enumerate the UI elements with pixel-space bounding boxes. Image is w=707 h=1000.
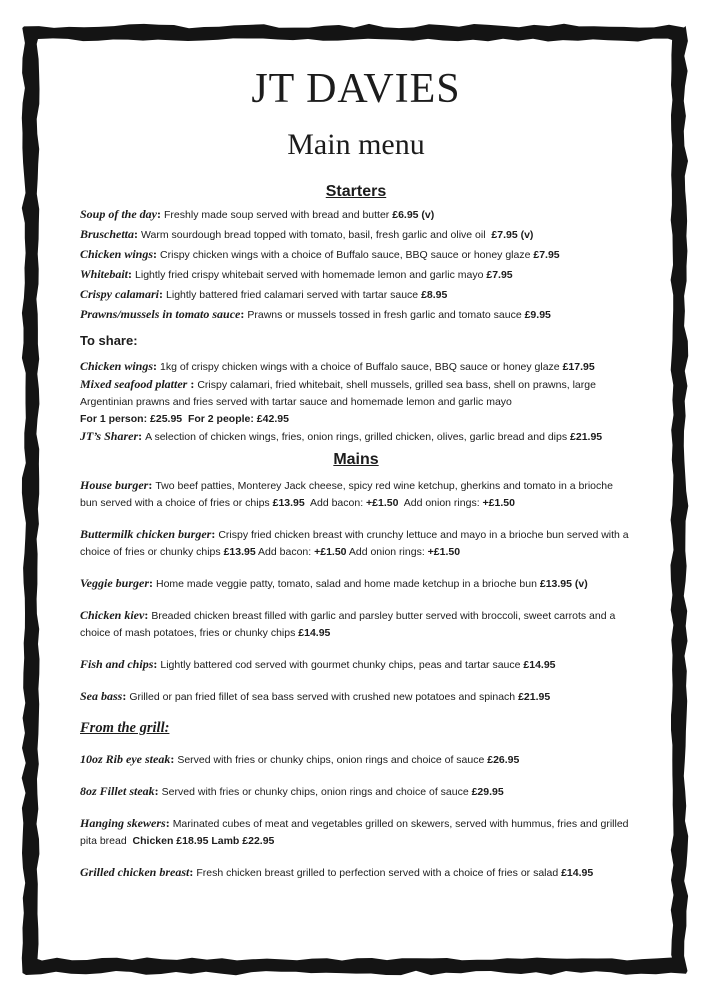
item-desc-text: Add onion rings: xyxy=(346,546,428,559)
item-price-text: £8.95 xyxy=(421,289,448,302)
item-price-text: +£1.50 xyxy=(427,546,461,559)
item-desc-text: Home made veggie patty, tomato, salad and home made ketchup in a brioche bun xyxy=(156,578,540,591)
item-colon: : xyxy=(134,227,142,242)
menu-content xyxy=(80,66,632,896)
item-price-text: £21.95 xyxy=(518,691,551,704)
item-name: Veggie burger xyxy=(80,576,149,591)
menu-item xyxy=(80,245,632,265)
section-heading: Mains xyxy=(333,451,379,469)
item-desc-text: Crispy calamari, fried whitebait, shell mussels, grilled sea bass, shell on prawns, large Argentinian prawns and fries served with tartar sauce and homemade lemon and garlic mayo xyxy=(80,379,599,409)
restaurant-name: JT DAVIES xyxy=(251,66,461,112)
item-colon: : xyxy=(211,527,219,542)
section-heading: To share: xyxy=(80,333,138,349)
menu-item xyxy=(80,285,632,305)
item-name: 8oz Fillet steak xyxy=(80,784,155,799)
item-desc-text: 1kg of crispy chicken wings with a choice of Buffalo sauce, BBQ sauce or honey glaze xyxy=(160,361,563,374)
item-desc-text: Crispy chicken wings with a choice of Buffalo sauce, BBQ sauce or honey glaze xyxy=(160,249,534,262)
item-colon: : xyxy=(157,207,165,222)
menu-item xyxy=(80,575,632,593)
item-name: Sea bass xyxy=(80,689,123,704)
item-desc-text: Lightly fried crispy whitebait served with homemade lemon and garlic mayo xyxy=(135,269,487,282)
section-heading: From the grill: xyxy=(80,720,170,737)
menu-item xyxy=(80,205,632,225)
item-colon: : xyxy=(122,689,130,704)
menu-item xyxy=(80,688,632,706)
item-price-text: £7.95 xyxy=(533,249,560,262)
menu-section-share xyxy=(80,333,632,446)
item-price-text: Chicken £18.95 Lamb £22.95 xyxy=(132,835,275,848)
item-colon: : xyxy=(165,816,173,831)
item-price-text: £29.95 xyxy=(471,786,504,799)
item-colon: : xyxy=(189,865,197,880)
item-name: Prawns/mussels in tomato sauce xyxy=(80,307,241,322)
item-name: Chicken wings xyxy=(80,359,154,374)
item-colon: : xyxy=(149,576,156,591)
item-desc-text: Lightly battered cod served with gourmet chunky chips, peas and tartar sauce xyxy=(160,659,524,672)
item-desc-text: Breaded chicken breast filled with garlic and parsley butter served with broccoli, sweet carrots and a choice of mash potatoes, fries or chunky chips xyxy=(80,610,619,640)
section-heading: Starters xyxy=(325,183,387,201)
item-price-text: £21.95 xyxy=(570,431,603,444)
item-colon: : xyxy=(240,307,248,322)
item-price-text: £26.95 xyxy=(487,754,520,767)
item-colon: : xyxy=(187,377,198,392)
menu-item xyxy=(80,526,632,561)
item-colon: : xyxy=(154,784,162,799)
item-colon: : xyxy=(128,267,136,282)
item-name: Bruschetta xyxy=(80,227,135,242)
item-name: Whitebait xyxy=(80,267,129,282)
menu-item xyxy=(80,376,632,428)
item-name: Soup of the day xyxy=(80,207,158,222)
item-name: 10oz Rib eye steak xyxy=(80,752,171,767)
menu-section-mains xyxy=(80,451,632,706)
item-name: Crispy calamari xyxy=(80,287,160,302)
item-desc-text: Served with fries or chunky chips, onion rings and choice of sauce xyxy=(177,754,488,767)
item-desc-text: A selection of chicken wings, fries, onion rings, grilled chicken, olives, garlic bread and dips xyxy=(145,431,571,444)
item-desc-text: Prawns or mussels tossed in fresh garlic and tomato sauce xyxy=(247,309,525,322)
item-desc-text: Warm sourdough bread topped with tomato, basil, fresh garlic and olive oil xyxy=(141,229,492,242)
menu-item xyxy=(80,783,632,801)
item-name: Mixed seafood platter xyxy=(80,377,188,392)
item-name: Fish and chips xyxy=(80,657,154,672)
item-colon: : xyxy=(148,478,156,493)
item-colon: : xyxy=(153,247,161,262)
item-price-text: £7.95 xyxy=(486,269,513,282)
menu-item xyxy=(80,428,632,446)
menu-title: Main menu xyxy=(287,128,425,162)
item-desc-text: Add bacon: xyxy=(255,546,315,559)
item-price-text: £13.95 (v) xyxy=(539,578,588,591)
item-colon: : xyxy=(138,429,146,444)
menu-section-starters xyxy=(80,183,632,325)
item-colon: : xyxy=(153,657,161,672)
menu-item xyxy=(80,607,632,642)
item-name: JT’s Sharer xyxy=(80,429,139,444)
item-price-line: For 1 person: £25.95 For 2 people: £42.95 xyxy=(80,413,289,426)
item-colon: : xyxy=(153,359,161,374)
item-price-text: £13.95 xyxy=(272,497,305,510)
menu-item xyxy=(80,656,632,674)
item-name: Hanging skewers xyxy=(80,816,166,831)
menu-item xyxy=(80,815,632,850)
menu-item xyxy=(80,864,632,882)
menu-item xyxy=(80,477,632,512)
item-colon: : xyxy=(159,287,167,302)
item-desc-text: Grilled or pan fried fillet of sea bass served with crushed new potatoes and spinach xyxy=(129,691,519,704)
menu-item xyxy=(80,751,632,769)
item-desc-text: Two beef patties, Monterey Jack cheese, spicy red wine ketchup, gherkins and tomato in a brioche bun served with a choice of fries or chips xyxy=(80,480,616,510)
item-desc-text: Served with fries or chunky chips, onion rings and choice of sauce xyxy=(161,786,472,799)
item-colon: : xyxy=(170,752,178,767)
menu-sections xyxy=(80,183,632,882)
menu-item xyxy=(80,305,632,325)
item-name: Chicken kiev xyxy=(80,608,145,623)
item-price-text: +£1.50 xyxy=(482,497,515,510)
item-name: House burger xyxy=(80,478,149,493)
item-desc-text: Crispy fried chicken breast with crunchy lettuce and mayo in a brioche bun served with a choice of fries or chunky chips xyxy=(80,529,632,559)
menu-item xyxy=(80,358,632,376)
item-price-text: £7.95 (v) xyxy=(491,229,534,242)
item-price-text: £13.95 xyxy=(223,546,256,559)
item-price-text: £14.95 xyxy=(523,659,556,672)
item-desc-text: Fresh chicken breast grilled to perfection served with a choice of fries or salad xyxy=(196,867,562,880)
item-price-text: £17.95 xyxy=(562,361,595,374)
item-price-text: +£1.50 xyxy=(366,497,399,510)
item-desc-text: Add onion rings: xyxy=(398,497,483,510)
item-price-text: £14.95 xyxy=(298,627,331,640)
menu-item xyxy=(80,265,632,285)
item-price-text: +£1.50 xyxy=(314,546,347,559)
item-price-text: £6.95 (v) xyxy=(392,209,435,222)
item-desc-text: Add bacon: xyxy=(304,497,367,510)
item-name: Buttermilk chicken burger xyxy=(80,527,212,542)
item-price-text: £14.95 xyxy=(561,867,594,880)
item-desc-text: Lightly battered fried calamari served with tartar sauce xyxy=(166,289,422,302)
menu-section-grill xyxy=(80,720,632,882)
menu-item xyxy=(80,225,632,245)
item-desc-text: Marinated cubes of meat and vegetables grilled on skewers, served with hummus, fries and grilled pita bread xyxy=(80,818,632,848)
item-price-text: £9.95 xyxy=(524,309,551,322)
item-name: Chicken wings xyxy=(80,247,154,262)
item-name: Grilled chicken breast xyxy=(80,865,190,880)
item-colon: : xyxy=(144,608,152,623)
item-desc-text: Freshly made soup served with bread and butter xyxy=(164,209,393,222)
